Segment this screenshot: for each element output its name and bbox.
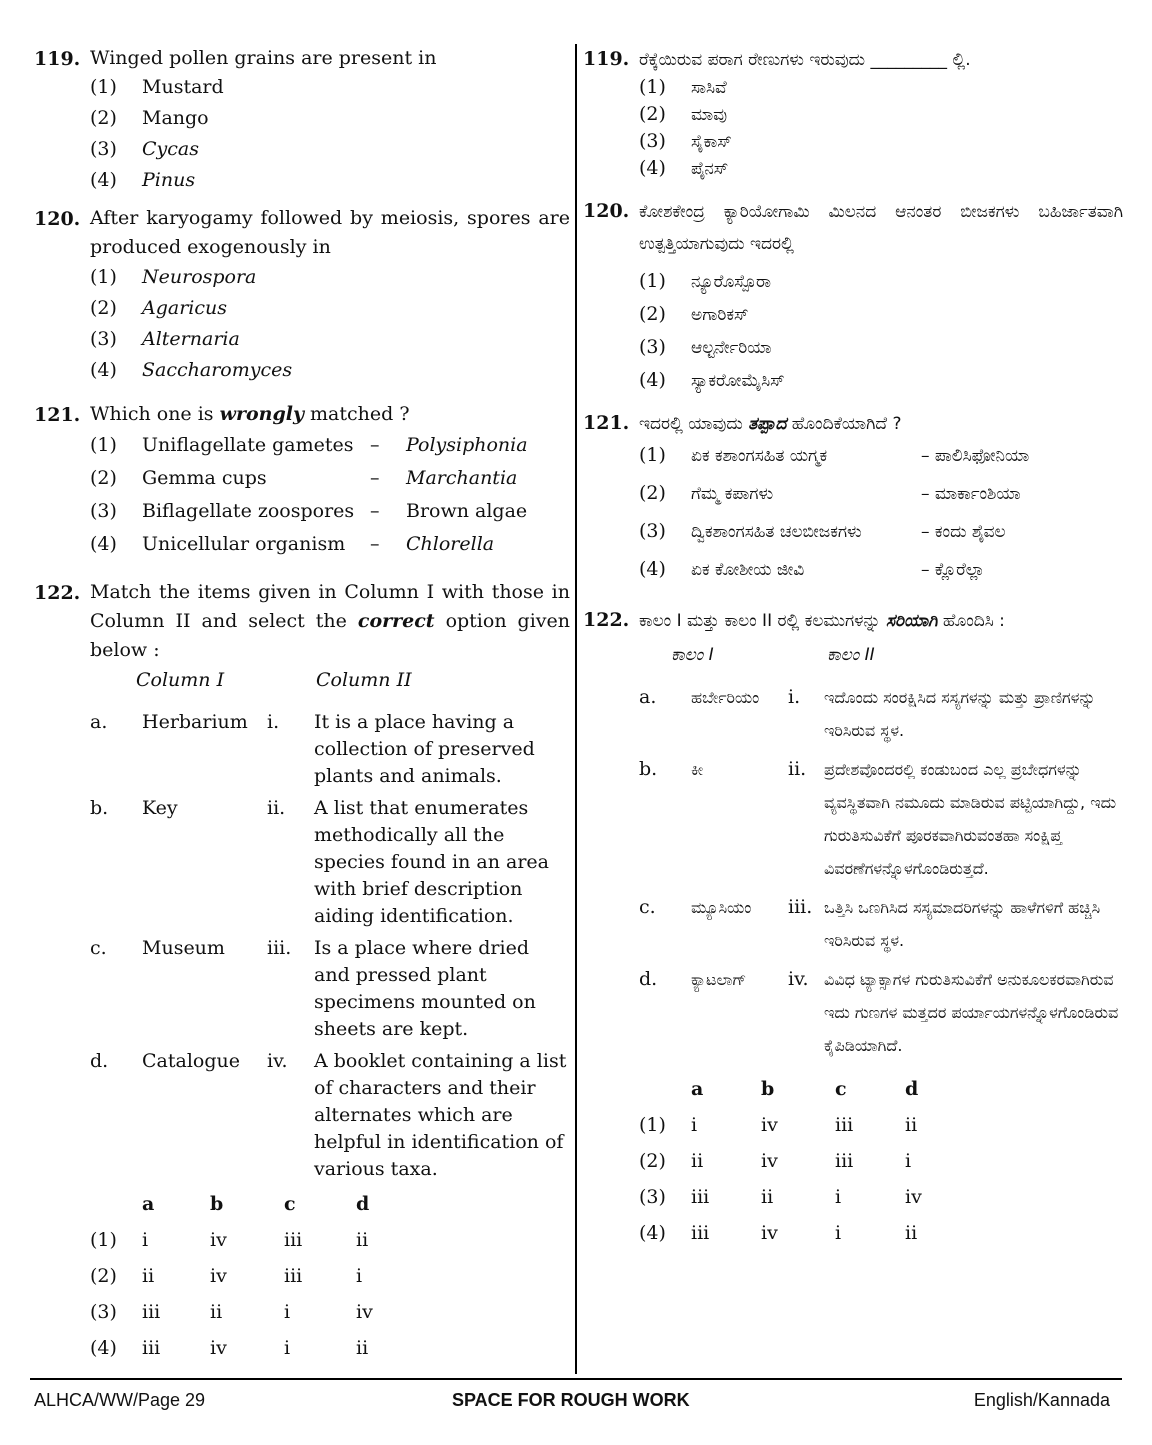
match-row: c. Museum iii. Is a place where dried and pressed plant specimens mounted on sheets are kept.	[90, 937, 536, 1040]
option-4: (4) Saccharomyces	[90, 359, 293, 381]
question-number: 119.	[34, 48, 81, 70]
match-row: c. ಮ್ಯೂಸಿಯಂ iii. ಒತ್ತಿಸಿ ಒಣಗಿಸಿದ ಸಸ್ಯಮಾದರಿಗಳನ್ನು ಹಾಳೆಗಳಿಗೆ ಹಚ್ಚಿಸಿ ಇರಿಸಿರುವ ಸ್ಥಳ.	[639, 896, 1101, 950]
option-2: (2) ii iv iii i	[90, 1265, 363, 1287]
match-row: a. ಹರ್ಬೇರಿಯಂ i. ಇದೊಂದು ಸಂರಕ್ಷಿಸಿದ ಸಸ್ಯಗಳನ್ನು ಮತ್ತು ಪ್ರಾಣಿಗಳನ್ನು ಇರಿಸಿರುವ ಸ್ಥಳ.	[639, 686, 1096, 740]
option-2: (2) ಮಾವು	[639, 103, 728, 125]
question-number: 119.	[583, 48, 630, 70]
question-text: Match the items given in Column I with those in Column II and select the correct option given below :	[90, 581, 570, 661]
rough-work-label: SPACE FOR ROUGH WORK	[452, 1390, 690, 1410]
match-row: a. Herbarium i. It is a place having a collection of preserved plants and animals.	[90, 711, 535, 787]
question-121	[583, 408, 1123, 605]
question-number: 121.	[34, 404, 81, 426]
question-120	[583, 196, 1123, 408]
question-122	[583, 605, 1123, 1258]
match-table	[639, 681, 1123, 1062]
option-1: (1) Uniflagellate gametes – Polysiphonia	[90, 434, 528, 456]
question-text: Which one is wrongly matched ?	[90, 403, 410, 425]
option-3: (3) iii ii i iv	[639, 1186, 922, 1208]
question-text: ರೆಕ್ಕೆಯಿರುವ ಪರಾಗ ರೇಣುಗಳು ಇರುವುದು _________ ಲ್ಲಿ.	[639, 50, 971, 70]
option-1: (1) i iv iii ii	[639, 1114, 918, 1136]
option-1: (1) Mustard	[90, 76, 224, 98]
option-3: (3) iii ii i iv	[90, 1301, 373, 1323]
option-1: (1) Neurospora	[90, 266, 257, 288]
question-number: 120.	[583, 200, 630, 222]
kannada-column	[583, 44, 1123, 1258]
option-1: (1) ಸಾಸಿವೆ	[639, 76, 727, 98]
option-3: (3) ಆಲ್ಟರ್ನೇರಿಯಾ	[639, 336, 772, 358]
answer-grid	[90, 1193, 570, 1373]
column-headers: Column I Column II	[136, 669, 412, 691]
question-text: ಇದರಲ್ಲಿ ಯಾವುದು ತಪ್ಪಾದ ಹೊಂದಿಕೆಯಾಗಿದೆ ?	[639, 414, 902, 434]
option-3: (3) Biflagellate zoospores – Brown algae	[90, 500, 528, 522]
option-4: (4) iii iv i ii	[90, 1337, 369, 1359]
column-divider	[575, 44, 577, 1374]
answer-grid-header: a b c d	[142, 1193, 370, 1215]
option-1: (1) i iv iii ii	[90, 1229, 369, 1251]
question-number: 121.	[583, 412, 630, 434]
option-2: (2) ಗೆಮ್ಮ ಕಪಾಗಳು – ಮಾರ್ಕಾಂಶಿಯಾ	[639, 482, 1021, 504]
option-4: (4) iii iv i ii	[639, 1222, 918, 1244]
option-3: (3) Alternaria	[90, 328, 240, 350]
option-4: (4) ಸ್ಯಾಕರೋಮೈಸಿಸ್	[639, 369, 785, 391]
match-row: b. Key ii. A list that enumerates methodically all the species found in an area with brief description aiding identification.	[90, 797, 549, 927]
question-text: After karyogamy followed by meiosis, spores are produced exogenously in	[90, 207, 570, 258]
column-headers: ಕಾಲಂ I ಕಾಲಂ II	[671, 645, 875, 665]
question-122	[34, 578, 570, 1373]
option-3: (3) Cycas	[90, 138, 199, 160]
question-text: Winged pollen grains are present in	[90, 47, 437, 69]
option-2: (2) Mango	[90, 107, 209, 129]
option-2: (2) ii iv iii i	[639, 1150, 912, 1172]
page-code: ALHCA/WW/Page 29	[34, 1390, 206, 1410]
match-table	[90, 709, 570, 1183]
option-1: (1) ಏಕ ಕಶಾಂಗಸಹಿತ ಯಗ್ಮಕ – ಪಾಲಿಸಿಫೋನಿಯಾ	[639, 444, 1030, 466]
option-2: (2) Agaricus	[90, 297, 227, 319]
question-119	[34, 44, 570, 204]
option-4: (4) Pinus	[90, 169, 196, 191]
match-row: b. ಕೀ ii. ಪ್ರದೇಶವೊಂದರಲ್ಲಿ ಕಂಡುಬಂದ ಎಲ್ಲ ಪ್ರಬೇಧಗಳನ್ನು ವ್ಯವಸ್ಥಿತವಾಗಿ ನಮೂದು ಮಾಡಿರುವ ಪಟ್ಟಿಯಾಗಿದ್ದು, ಇದು ಗುರುತಿಸುವಿಕೆಗೆ ಪೂರಕವಾಗಿರುವಂತಹಾ ಸಂಕ್ಷಿಪ್ತ ವಿವರಣೆಗಳನ್ನೊಳಗೊಂಡಿರುತ್ತದೆ.	[639, 758, 1117, 878]
question-119	[583, 44, 1123, 196]
question-number: 122.	[583, 609, 630, 631]
match-row: d. Catalogue iv. A booklet containing a list of characters and their alternates which are helpful in identification of various taxa.	[90, 1050, 567, 1180]
option-3: (3) ದ್ವಿಕಶಾಂಗಸಹಿತ ಚಲಬೀಜಕಗಳು – ಕಂದು ಶೈವಲ	[639, 520, 1006, 542]
option-2: (2) ಅಗಾರಿಕಸ್	[639, 303, 749, 325]
question-number: 122.	[34, 582, 81, 604]
match-row: d. ಕ್ಯಾಟಲಾಗ್ iv. ವಿವಿಧ ಟ್ಯಾಕ್ಸಾಗಳ ಗುರುತಿಸುವಿಕೆಗೆ ಅನುಕೂಲಕರವಾಗಿರುವ ಇದು ಗುಣಗಳ ಮತ್ತದರ ಪರ್ಯಾಯಗಳನ್ನೊಳಗೊಂಡಿರುವ ಕೈಪಿಡಿಯಾಗಿದೆ.	[639, 968, 1119, 1055]
option-4: (4) ಏಕ ಕೋಶೀಯ ಜೀವಿ – ಕ್ಲೊರೆಲ್ಲಾ	[639, 558, 985, 580]
english-column	[34, 44, 570, 1373]
question-120	[34, 204, 570, 400]
option-1: (1) ನ್ಯೂರೊಸ್ಪೊರಾ	[639, 270, 772, 292]
footer-rule	[30, 1378, 1122, 1380]
question-number: 120.	[34, 208, 81, 230]
question-121	[34, 400, 570, 578]
question-text: ಕೋಶಕೇಂದ್ರ ಕ್ಯಾರಿಯೋಗಾಮಿ ಮಿಲನದ ಆನಂತರ ಬೀಜಕಗಳು ಬಹಿರ್ಜಾತವಾಗಿ ಉತ್ಪತ್ತಿಯಾಗುವುದು ಇದರಲ್ಲಿ	[639, 202, 1123, 254]
language-label: English/Kannada	[973, 1390, 1110, 1410]
option-3: (3) ಸೈಕಾಸ್	[639, 130, 732, 152]
option-2: (2) Gemma cups – Marchantia	[90, 467, 518, 489]
answer-grid-header: a b c d	[691, 1078, 919, 1100]
question-text: ಕಾಲಂ I ಮತ್ತು ಕಾಲಂ II ರಲ್ಲಿ ಕಲಮುಗಳನ್ನು ಸರಿಯಾಗಿ ಹೊಂದಿಸಿ :	[639, 611, 1005, 631]
answer-grid	[639, 1078, 1123, 1258]
option-4: (4) Unicellular organism – Chlorella	[90, 533, 495, 555]
option-4: (4) ಪೈನಸ್	[639, 157, 729, 179]
